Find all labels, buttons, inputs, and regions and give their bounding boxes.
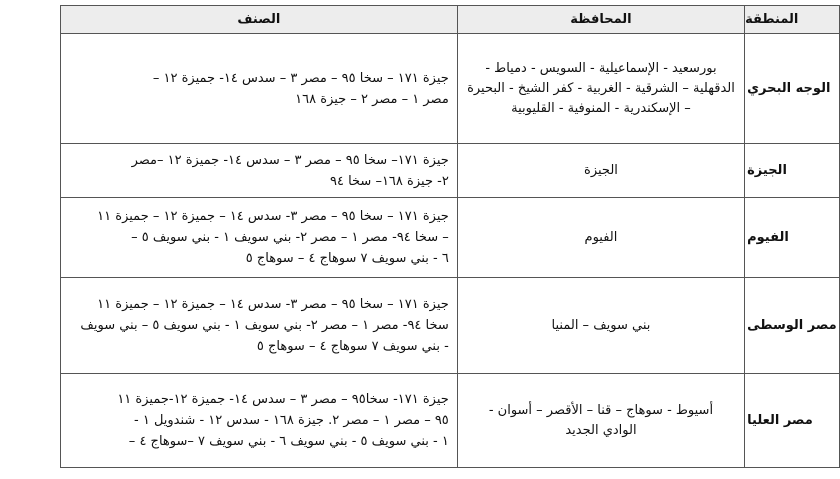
header-governorate: المحافظة bbox=[457, 6, 744, 34]
governorate-cell bbox=[457, 278, 744, 374]
variety-cell bbox=[61, 198, 458, 278]
variety-line: مصر ١ – مصر ٢ – جيزة ١٦٨ bbox=[295, 91, 449, 107]
variety-cell bbox=[61, 34, 458, 144]
variety-line: ٢- جيزة ١٦٨– سخا ٩٤ bbox=[329, 173, 449, 189]
region-cell bbox=[745, 34, 840, 144]
governorate-line: بورسعيد - الإسماعيلية - السويس - دمياط - bbox=[485, 60, 717, 76]
governorate-line: أسيوط - سوهاج – قنا – الأقصر – أسوان - bbox=[488, 402, 714, 418]
governorate-cell bbox=[457, 144, 744, 198]
header-region: المنطقة bbox=[745, 6, 840, 34]
governorate-line: بني سويف – المنيا bbox=[551, 317, 651, 333]
governorate-cell bbox=[457, 198, 744, 278]
variety-line: جيزة ١٧١– سخا ٩٥ – مصر ٣ – سدس ١٤- جميزة ١٢ –مصر bbox=[131, 152, 449, 168]
table-row bbox=[61, 374, 840, 468]
governorate-line: الدقهلية – الشرقية - الغربية - كفر الشيخ - البحيرة bbox=[467, 80, 735, 96]
variety-cell bbox=[61, 374, 458, 468]
header-variety: الصنف bbox=[61, 6, 458, 34]
variety-cell bbox=[61, 278, 458, 374]
variety-line: ٦ - بني سويف ٧ سوهاج ٤ – سوهاج ٥ bbox=[245, 251, 449, 266]
variety-line: جيزة ١٧١ – سخا ٩٥ – مصر ٣- سدس ١٤ – جميزة ١٢ – جميزة ١١ bbox=[97, 209, 449, 224]
governorate-line: الفيوم bbox=[584, 229, 618, 245]
table-row bbox=[61, 198, 840, 278]
governorate-line: الوادي الجديد bbox=[565, 422, 637, 438]
table-row bbox=[61, 34, 840, 144]
wheat-varieties-table bbox=[60, 5, 840, 468]
variety-line: جيزة ١٧١- سخا٩٥ – مصر ٣ – سدس ١٤- جميزة ١٢-جميزة ١١ bbox=[117, 392, 449, 407]
variety-line: ٩٥ – مصر ١ – مصر ٢. جيزة ١٦٨ - سدس ١٢ - شندويل ١ - bbox=[134, 413, 449, 428]
region-cell bbox=[745, 144, 840, 198]
region-label: مصر العليا bbox=[747, 413, 813, 428]
variety-cell bbox=[61, 144, 458, 198]
region-cell bbox=[745, 198, 840, 278]
variety-line: – سخا ٩٤- مصر ١ – مصر ٢- بني سويف ١ - بني سويف ٥ – bbox=[131, 230, 449, 245]
region-label: الوجه البحري bbox=[747, 81, 831, 96]
region-cell bbox=[745, 278, 840, 374]
governorate-cell bbox=[457, 374, 744, 468]
variety-line: ١ - بني سويف ٥ - بني سويف ٦ - بني سويف ٧ –سوهاج ٤ – bbox=[128, 434, 449, 449]
region-label: الفيوم bbox=[747, 230, 789, 245]
region-cell bbox=[745, 374, 840, 468]
table-row bbox=[61, 144, 840, 198]
region-label: مصر الوسطى bbox=[747, 318, 837, 333]
table-header-row bbox=[61, 6, 840, 34]
governorate-line: – الإسكندرية - المنوفية - القليوبية bbox=[511, 100, 691, 116]
table-row bbox=[61, 278, 840, 374]
governorate-line: الجيزة bbox=[584, 162, 618, 178]
variety-line: - بني سويف ٧ سوهاج ٤ – سوهاج ٥ bbox=[256, 339, 449, 354]
variety-line: سخا ٩٤- مصر ١ – مصر ٢- بني سويف ١ - بني سويف ٥ – بني سويف bbox=[80, 318, 449, 333]
governorate-cell bbox=[457, 34, 744, 144]
region-label: الجيزة bbox=[747, 163, 787, 178]
variety-line: جيزة ١٧١ – سخا ٩٥ – مصر ٣ – سدس ١٤- جميزة ١٢ – bbox=[152, 70, 449, 86]
variety-line: جيزة ١٧١ – سخا ٩٥ – مصر ٣- سدس ١٤ – جميزة ١٢ – جميزة ١١ bbox=[97, 297, 449, 312]
